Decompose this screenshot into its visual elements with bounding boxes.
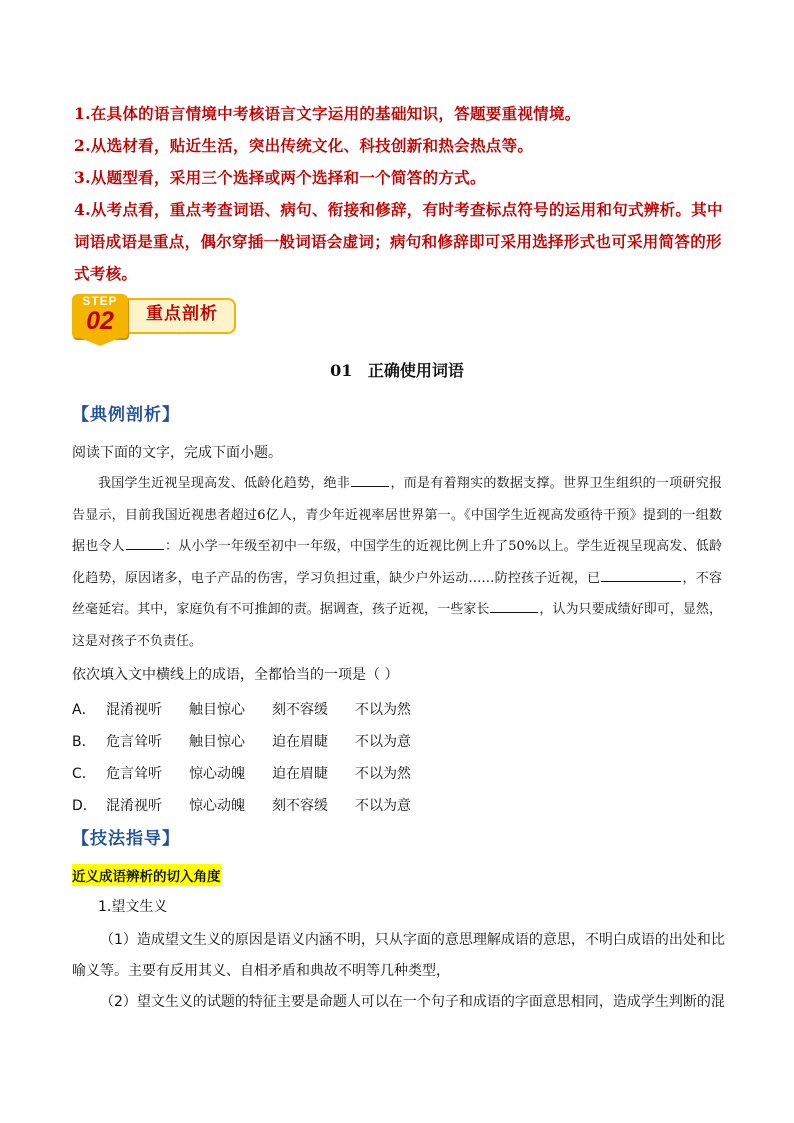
reading-passage: 我国学生近视呈现高发、低龄化趋势，绝非 ，而是有着翔实的数据支撑。世界卫生组织的一项研究报告显示，目前我国近视患者超过6亿人，青少年近视率居世界第一。《中国学生近视高发亟待干预》提到的一组数据也令人 ：从小学一年级至初中一年级，中国学生的近视比例上升了50%以上。学生近视呈现高发、低龄化趋势，原因诸多，电子产品的伤害，学习负担过重，缺少户外运动……防控孩子近视，已 ，不容丝毫延宕。其中，家庭负有不可推卸的责。据调查，孩子近视，一些家长 ，认为只要成绩好即可，显然，这是对孩子不负责任。 <box>72 476 722 649</box>
option-idiom: 不以为意 <box>355 798 411 814</box>
option-idiom: 迫在眉睫 <box>272 766 328 782</box>
option-idiom: 迫在眉睫 <box>272 734 328 750</box>
option-idiom: 混淆视听 <box>106 702 162 718</box>
option-idiom: 惊心动魄 <box>189 766 245 782</box>
answer-options <box>72 693 438 821</box>
option-idiom: 混淆视听 <box>106 798 162 814</box>
option-idiom: 不以为然 <box>355 702 411 718</box>
step-badge <box>72 292 236 344</box>
section-heading: 正确使用词语 <box>367 361 464 380</box>
option-b[interactable] <box>72 725 438 757</box>
answer-blank <box>351 485 389 487</box>
option-c[interactable] <box>72 757 438 789</box>
option-idiom: 不以为意 <box>355 734 411 750</box>
key-point: 1.在具体的语言情境中考核语言文字运用的基础知识，答题要重视情境。 <box>74 104 581 123</box>
section-title <box>0 358 794 381</box>
step-label: STEP <box>82 294 118 308</box>
option-idiom: 危言耸听 <box>106 734 162 750</box>
technique-heading: 【技法指导】 <box>72 829 180 849</box>
option-letter: C． <box>72 766 96 782</box>
option-idiom: 不以为然 <box>355 766 411 782</box>
option-idiom: 惊心动魄 <box>189 798 245 814</box>
answer-blank <box>490 611 538 613</box>
option-letter: A． <box>72 702 96 718</box>
key-point: 3.从题型看，采用三个选择或两个选择和一个简答的方式。 <box>74 168 486 187</box>
key-points-list <box>74 98 724 290</box>
technique-paragraph: （2）望文生义的试题的特征主要是命题人可以在一个句子和成语的字面意思相同，造成学生判断的混 <box>100 994 725 1010</box>
option-letter: B． <box>72 734 96 750</box>
example-heading: 【典例剖析】 <box>72 405 180 425</box>
option-idiom: 刻不容缓 <box>272 798 328 814</box>
option-letter: D． <box>72 798 97 814</box>
option-a[interactable] <box>72 693 438 725</box>
step-number: 02 <box>86 307 114 335</box>
option-idiom: 触目惊心 <box>189 702 245 718</box>
answer-blank <box>601 580 681 582</box>
method-subtitle: 1.望文生义 <box>98 899 168 915</box>
option-idiom: 刻不容缓 <box>272 702 328 718</box>
highlighted-subheading: 近义成语辨析的切入角度 <box>72 864 221 886</box>
instruction-text: 阅读下面的文字，完成下面小题。 <box>72 445 282 461</box>
question-text: 依次填入文中横线上的成语，全都恰当的一项是（ ） <box>72 667 399 683</box>
option-idiom: 触目惊心 <box>189 734 245 750</box>
option-d[interactable] <box>72 789 438 821</box>
key-point: 2.从选材看，贴近生活，突出传统文化、科技创新和热会热点等。 <box>74 136 534 155</box>
step-title: 重点剖析 <box>146 304 218 324</box>
section-number: 01 <box>330 361 353 380</box>
answer-blank <box>126 548 164 550</box>
technique-paragraph: （1）造成望文生义的原因是语义内涵不明，只从字面的意思理解成语的意思，不明白成语的出处和比喻义等。主要有反用其义、自相矛盾和典故不明等几种类型， <box>72 932 725 979</box>
key-point: 4.从考点看，重点考查词语、病句、衔接和修辞，有时考查标点符号的运用和句式辨析。其中词语成语是重点，偶尔穿插一般词语会虚词；病句和修辞即可采用选择形式也可采用简答的形式考核。 <box>74 200 723 283</box>
option-idiom: 危言耸听 <box>106 766 162 782</box>
